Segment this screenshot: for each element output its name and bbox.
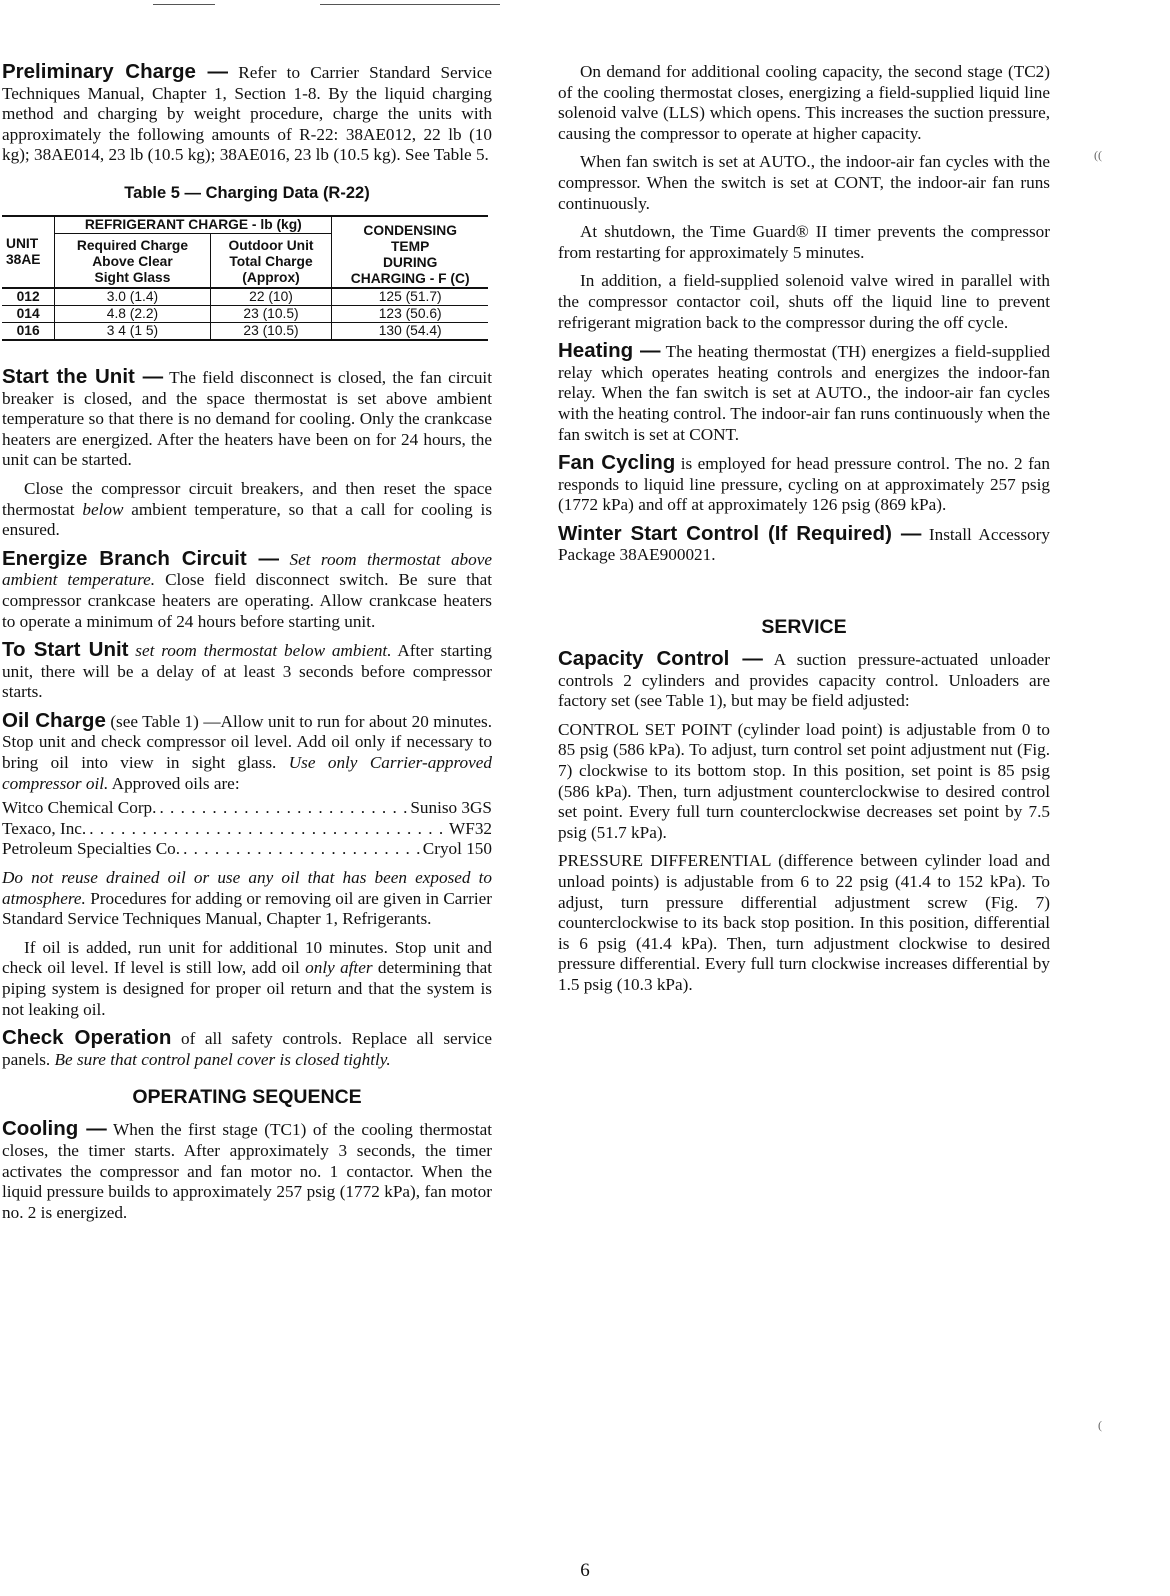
to-start-text: After starting unit, there will be a delay of at least 3 seconds before compressor starts.: [2, 641, 492, 702]
cooling-paragraph: [2, 1119, 492, 1223]
table-cell-required: 3.0 (1.4): [55, 288, 210, 306]
table-cell-temp: 130 (54.4): [332, 322, 488, 340]
unit-header-line: 38AE: [6, 251, 41, 267]
preliminary-charge-text: Refer to Carrier Standard Service Techniques Manual, Chapter 1, Section 1-8. By the liquid charging method and charging by weight procedure, charge the units with approximately the following amounts of R-22: 38AE012, 22 lb (10 kg); 38AE014, 23 lb (10.5 kg); 38AE016, 23 lb (10.5 kg). See Table 5.: [2, 63, 493, 165]
cooling-text: When the first stage (TC1) of the cooling thermostat closes, the timer starts. After approximately 3 seconds, the timer activates the compressor and fan motor no. 1 contactor. When the liquid pressure builds to approximately 257 psig (1772 kPa), fan motor no. 2 is energized.: [2, 1120, 492, 1222]
start-unit-p2-text: Close the compressor circuit breakers, and then reset the space thermostat: [2, 478, 492, 519]
table-cell-total: 23 (10.5): [210, 322, 332, 340]
second-stage-paragraph: On demand for additional cooling capacity, the second stage (TC2) of the cooling thermostat closes, energizing a field-supplied liquid line solenoid valve (LLS) which opens. This increases the suction pressure, causing the compressor to operate at higher capacity.: [558, 62, 1050, 143]
list-item: [2, 819, 492, 840]
heating-paragraph: [558, 341, 1050, 445]
check-operation-heading: Check Operation: [2, 1026, 172, 1050]
refrigerant-charge-group-header: REFRIGERANT CHARGE - lb (kg): [55, 216, 332, 234]
header-line: (Approx): [242, 270, 300, 286]
oil-charge-text: (see Table 1) —Allow unit to run for about 20 minutes. Stop unit and check compressor oil level. Add oil only if necessary to bring oil into view in sight glass.: [2, 711, 492, 773]
fan-cycling-paragraph: [558, 453, 1050, 516]
header-line: CHARGING - F (C): [350, 270, 470, 286]
oil-charge-text: Approved oils are:: [111, 773, 240, 793]
preliminary-charge-heading: Preliminary Charge —: [2, 60, 229, 83]
check-operation-paragraph: [2, 1028, 492, 1070]
winter-start-paragraph: [558, 521, 1051, 566]
heating-heading: Heating —: [558, 339, 661, 363]
energize-text: Close field disconnect switch. Be sure that compressor crankcase heaters are operating. Allow crankcase heaters to operate a minimum of 24 hours before starting unit.: [2, 570, 492, 631]
table-cell-required: 4.8 (2.2): [55, 305, 210, 322]
start-unit-paragraph-2: [2, 479, 492, 541]
oil-charge-paragraph-2: [2, 868, 492, 930]
dot-leader: [89, 819, 446, 840]
shutdown-paragraph: At shutdown, the Time Guard® II timer prevents the compressor from restarting for approximately 5 minutes.: [558, 222, 1050, 262]
capacity-control-paragraph: [558, 649, 1050, 712]
heating-text: The heating thermostat (TH) energizes a field-supplied relay which operates heating controls and energizes the indoor-fan relay. When the fan switch is set at AUTO., the indoor-air fan cycles with the heating control. The indoor-air fan runs continuously when the fan switch is set at CONT.: [558, 342, 1050, 444]
energize-emphasis: Set room thermostat above ambient temperature.: [2, 549, 492, 590]
solenoid-paragraph: In addition, a field-supplied solenoid valve wired in parallel with the compressor contactor coil, shuts off the liquid line to prevent refrigerant migration back to the compressor during the off cycle.: [558, 271, 1050, 332]
table-cell-required: 3 4 (1 5): [55, 322, 210, 340]
check-operation-text: of all safety controls. Replace all service panels.: [2, 1029, 492, 1069]
start-unit-heading: Start the Unit —: [2, 364, 164, 388]
scan-mark: ((: [1094, 148, 1102, 162]
oil-p3-emphasis: only after: [305, 958, 373, 978]
dot-leader: [159, 798, 407, 819]
condensing-temp-header: [332, 216, 488, 288]
oil-product: Suniso 3GS: [410, 798, 492, 818]
left-column: [2, 62, 492, 1231]
table-cell-temp: 123 (50.6): [332, 305, 488, 322]
operating-sequence-title: OPERATING SEQUENCE: [132, 1086, 362, 1109]
table-cell-unit: 014: [2, 305, 55, 322]
energize-paragraph: [2, 546, 492, 632]
preliminary-charge-paragraph: [2, 62, 492, 166]
oil-charge-paragraph: [2, 708, 493, 794]
service-title: SERVICE: [761, 616, 847, 639]
table-cell-unit: 016: [2, 322, 55, 340]
to-start-paragraph: [2, 640, 492, 703]
oil-charge-emphasis: Use only Carrier-approved compressor oil.: [2, 753, 493, 793]
fan-cycling-text: is employed for head pressure control. The no. 2 fan responds to liquid line pressure, cycling on at approximately 257 psig (1772 kPa) and off at approximately 126 psig (869 kPa).: [558, 454, 1051, 515]
energize-heading: Energize Branch Circuit —: [2, 546, 280, 570]
start-unit-text: The field disconnect is closed, the fan circuit breaker is closed, and the space thermostat is set above ambient temperature so that there is no demand for cooling. Only the crankcase heaters are energized. After the heaters have been on for 24 hours, the unit can be started.: [2, 367, 492, 470]
header-line: TEMP: [391, 238, 430, 254]
list-item: [2, 798, 492, 819]
required-charge-header: [55, 234, 210, 288]
table-cell-total: 23 (10.5): [210, 305, 332, 322]
right-column: [558, 62, 1050, 1004]
oil-warning-emphasis: Do not reuse drained oil or use any oil that has been exposed to atmosphere.: [2, 868, 492, 908]
header-line: Total Charge: [229, 254, 313, 270]
list-item: [2, 839, 492, 860]
start-unit-p2-emphasis: below: [82, 499, 124, 519]
unit-header-line: UNIT: [6, 235, 39, 251]
oil-product: Cryol 150: [422, 839, 492, 859]
check-operation-emphasis: Be sure that control panel cover is closed tightly.: [54, 1049, 391, 1069]
total-charge-header: [210, 234, 332, 288]
oil-charge-paragraph-3: [2, 938, 492, 1020]
start-unit-paragraph: [2, 364, 492, 471]
top-rule: [153, 4, 215, 5]
top-rule: [320, 4, 500, 5]
winter-start-text: Install Accessory Package 38AE900021.: [558, 524, 1051, 565]
approved-oils-list: [2, 798, 492, 860]
page-number: 6: [580, 1560, 590, 1581]
unit-header: [2, 216, 55, 288]
header-line: Required Charge: [76, 238, 189, 254]
pressure-differential-paragraph: PRESSURE DIFFERENTIAL (difference between cylinder load and unload points) is adjustable from 6 to 22 psig (41.4 to 152 kPa). To adjust, turn pressure differential adjustment screw (Fig. 7) counterclockwise to its back stop position. In this position, differential is 6 psig (41.4 kPa). Then, turn adjustment clockwise to desired pressure differential. Every full turn clockwise increases differential by 1.5 psig (10.3 kPa).: [558, 851, 1050, 994]
oil-procedure-text: Procedures for adding or removing oil are given in Carrier Standard Service Techniques Manual, Chapter 1, Refrigerants.: [2, 888, 492, 929]
fan-cycling-heading: Fan Cycling: [558, 451, 676, 475]
oil-vendor: Witco Chemical Corp.: [2, 798, 157, 818]
table-cell-temp: 125 (51.7): [332, 288, 488, 306]
oil-p3-text: determining that piping system is designed for proper oil return and that the system is not leaking oil.: [2, 958, 493, 1019]
to-start-emphasis: set room thermostat below ambient.: [135, 641, 392, 661]
oil-vendor: Texaco, Inc.: [2, 818, 87, 838]
dot-leader: [183, 839, 420, 860]
fan-switch-paragraph: When fan switch is set at AUTO., the indoor-air fan cycles with the compressor. When the switch is set at CONT, the indoor-air fan runs continuously.: [558, 152, 1050, 213]
cooling-heading: Cooling —: [2, 1117, 107, 1141]
to-start-heading: To Start Unit: [2, 638, 129, 662]
oil-vendor: Petroleum Specialties Co.: [2, 839, 181, 859]
table-caption: Table 5 — Charging Data (R-22): [124, 183, 370, 202]
header-line: DURING: [382, 254, 438, 270]
winter-start-heading: Winter Start Control (If Required) —: [558, 521, 922, 545]
oil-product: WF32: [449, 818, 492, 838]
header-line: Sight Glass: [94, 270, 171, 286]
capacity-control-text: A suction pressure-actuated unloader controls 2 cylinders and provides capacity control. Unloaders are factory set (see Table 1), but may be field adjusted:: [558, 650, 1050, 711]
control-set-point-paragraph: CONTROL SET POINT (cylinder load point) is adjustable from 0 to 85 psig (586 kPa). To adjust, turn control set point adjustment nut (Fig. 7) clockwise to its bottom stop. In this position, set point is 85 psig (586 kPa). Then, turn adjustment counterclockwise to desired control set point. Every full turn counterclockwise decreases set point by 7.5 psig (51.7 kPa).: [558, 719, 1050, 842]
header-line: Above Clear: [92, 254, 173, 270]
charging-data-table: [2, 215, 488, 341]
header-line: CONDENSING: [363, 222, 457, 238]
table-cell-unit: 012: [2, 288, 55, 306]
table-cell-total: 22 (10): [210, 288, 332, 306]
oil-charge-heading: Oil Charge: [2, 708, 106, 732]
header-line: Outdoor Unit: [228, 238, 314, 254]
capacity-control-heading: Capacity Control —: [558, 647, 763, 671]
scan-mark: (: [1098, 1418, 1102, 1432]
start-unit-p2-text: ambient temperature, so that a call for cooling is ensured.: [2, 499, 493, 540]
oil-p3-text: If oil is added, run unit for additional 10 minutes. Stop unit and check oil level. If level is still low, add oil: [2, 937, 492, 978]
